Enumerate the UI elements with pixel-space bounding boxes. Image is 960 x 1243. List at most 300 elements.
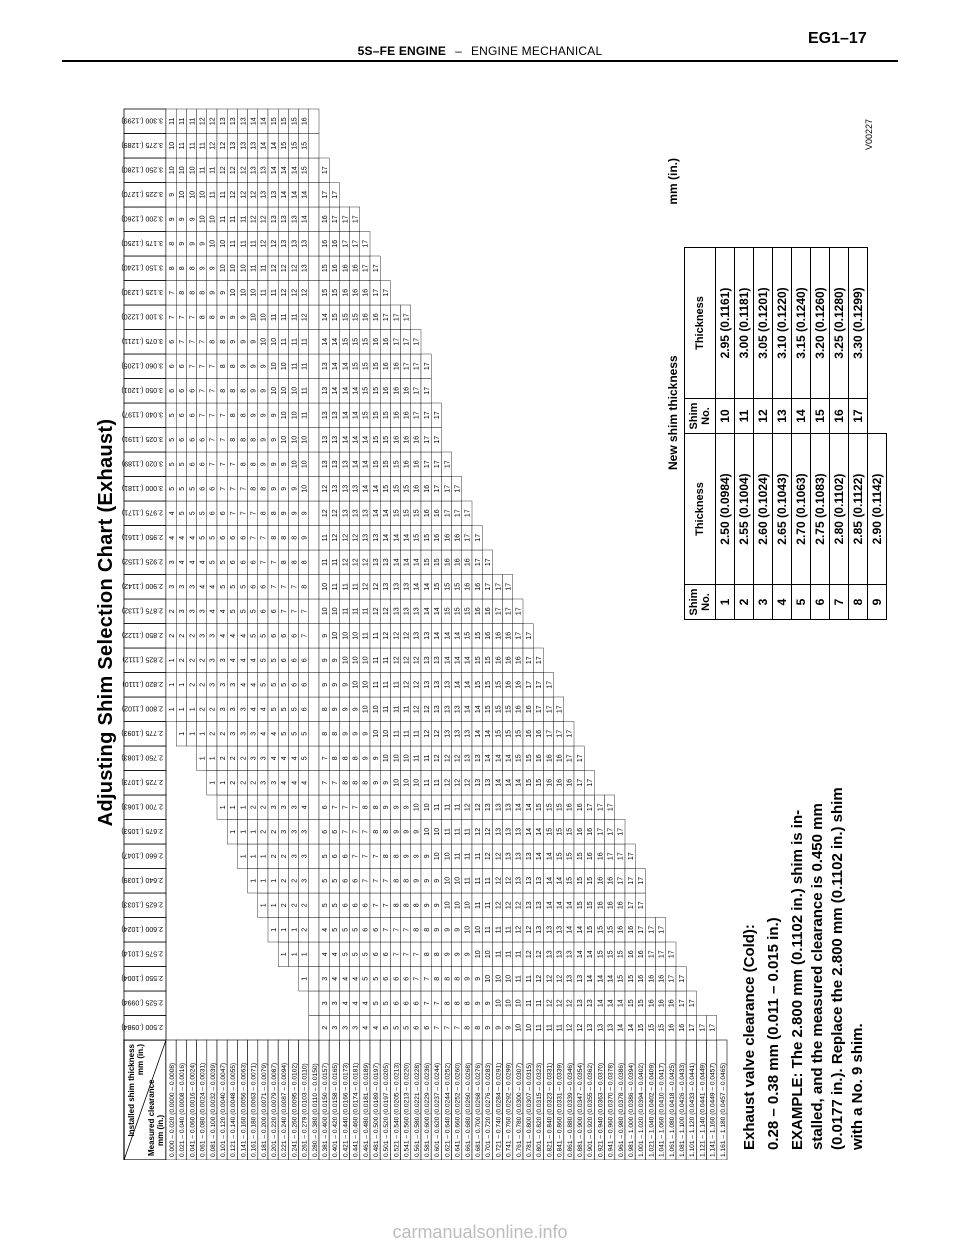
spec-row-cell [309, 1016, 319, 1041]
chart-cell-value: 13 [434, 656, 442, 665]
chart-cell-value: 11 [301, 387, 309, 395]
chart-cell-value: 5 [342, 952, 350, 957]
chart-cell-value: 12 [270, 264, 278, 273]
chart-cell-value: 13 [576, 974, 584, 983]
chart-cell-value: 17 [332, 215, 340, 224]
chart-cell-value: 8 [281, 535, 289, 540]
chart-cell-value: 1 [209, 780, 217, 785]
chart-cell-value: 10 [393, 778, 401, 787]
chart-cell-value: 5 [199, 535, 207, 540]
chart-cell-value: 8 [352, 756, 360, 761]
chart-cell-value: 14 [362, 460, 370, 469]
chart-cell-value: 7 [168, 315, 176, 320]
chart-cell-value: 6 [179, 364, 187, 369]
chart-cell-value: 17 [597, 803, 605, 812]
chart-cell-value: 8 [209, 315, 217, 320]
spec-row-cell [309, 403, 319, 428]
chart-cell-value: 11 [372, 632, 380, 640]
row-header-label: 1.141 – 1.160 (0.0449 – 0.0457) [709, 1062, 717, 1157]
chart-cell-value: 12 [444, 754, 452, 763]
chart-cell-value: 2 [168, 609, 176, 614]
chart-cell-value: 10 [281, 435, 289, 444]
chart-cell-value: 11 [505, 950, 513, 958]
chart-cell-value: 8 [230, 413, 238, 418]
chart-cell-value: 17 [658, 925, 666, 934]
chart-cell-value: 12 [240, 166, 248, 175]
chart-cell-value: 10 [444, 876, 452, 885]
chart-cell-value: 12 [250, 190, 258, 199]
chart-cell-value: 9 [168, 217, 176, 222]
chart-cell-value: 9 [219, 315, 227, 320]
chart-cell-value: 14 [566, 901, 574, 910]
chart-cell-value: 5 [199, 511, 207, 516]
chart-cell-value: 12 [362, 558, 370, 567]
chart-cell-value: 3 [230, 731, 238, 736]
chart-cell-value: 12 [546, 999, 554, 1008]
chart-cell-value: 8 [383, 854, 391, 859]
chart-cell-value: 4 [230, 658, 238, 663]
chart-cell-value: 1 [189, 731, 197, 736]
chart-cell-value: 7 [434, 1025, 442, 1030]
chart-cell-value: 13 [342, 509, 350, 518]
chart-cell-value: 11 [270, 289, 278, 297]
chart-cell-value: 1 [291, 952, 299, 957]
chart-cell-value: 15 [648, 1023, 656, 1032]
chart-cell-value: 15 [372, 435, 380, 444]
chart-cell-value: 5 [270, 707, 278, 712]
spec-row-cell [309, 256, 319, 281]
column-header-label: 3.100 (.1220) [121, 312, 163, 320]
chart-cell-value: 3 [301, 878, 309, 883]
chart-cell-value: 12 [383, 607, 391, 616]
chart-cell-value: 7 [209, 413, 217, 418]
chart-cell-value: 3 [199, 609, 207, 614]
chart-cell-value: 15 [597, 925, 605, 934]
chart-cell-value: 12 [413, 656, 421, 665]
chart-cell-value: 11 [372, 681, 380, 689]
chart-cell-value: 6 [270, 633, 278, 638]
chart-cell-value: 12 [372, 607, 380, 616]
chart-cell-value: 9 [291, 486, 299, 491]
shim-no-cell: 15 [811, 399, 830, 434]
chart-cell-value: 14 [536, 827, 544, 836]
chart-cell-value: 1 [168, 658, 176, 663]
chart-cell-value: 10 [219, 239, 227, 248]
chart-cell-value: 17 [617, 876, 625, 885]
chart-cell-value: 4 [199, 560, 207, 565]
chart-cell-value: 7 [454, 1025, 462, 1030]
chart-cell-value: 15 [434, 582, 442, 591]
chart-cell-value: 4 [321, 952, 329, 957]
column-header-label: 2.725 (.1073) [121, 777, 163, 785]
chart-cell-value: 9 [260, 388, 268, 393]
chart-cell-value: 3 [189, 609, 197, 614]
chart-cell-value: 16 [403, 411, 411, 420]
column-header-label: 2.925 (.1152) [121, 557, 163, 565]
chart-cell-value: 1 [168, 682, 176, 687]
chart-cell-value: 11 [383, 705, 391, 713]
chart-cell-value: 17 [393, 337, 401, 346]
new-shim-row [792, 248, 811, 620]
chart-cell-value: 12 [505, 901, 513, 910]
shim-no-cell: 11 [735, 399, 754, 434]
chart-cell-value: 3 [250, 756, 258, 761]
chart-cell-value: 7 [240, 511, 248, 516]
spec-row-cell [309, 722, 319, 747]
chart-cell-value: 10 [291, 411, 299, 420]
chart-cell-value: 4 [332, 976, 340, 981]
chart-cell-value: 17 [372, 288, 380, 297]
chart-cell-value: 15 [321, 264, 329, 273]
chart-cell-value: 17 [434, 484, 442, 493]
row-header-label: 0.261 – 0.279 (0.0103 – 0.0110) [301, 1063, 309, 1157]
column-header-label: 3.000 (.1181) [121, 483, 163, 491]
chart-cell-value: 17 [454, 484, 462, 493]
chart-cell-value: 13 [362, 509, 370, 518]
chart-cell-value: 4 [250, 707, 258, 712]
chart-cell-value: 17 [627, 876, 635, 885]
chart-cell-value: 12 [454, 778, 462, 787]
column-header-label: 2.600 (.1024) [121, 924, 163, 932]
chart-cell-value: 9 [209, 290, 217, 295]
chart-cell-value: 9 [352, 707, 360, 712]
chart-cell-value: 14 [342, 411, 350, 420]
chart-cell-value: 17 [393, 313, 401, 322]
chart-cell-value: 10 [332, 607, 340, 616]
chart-cell-value: 11 [546, 1024, 554, 1032]
chart-cell-value: 17 [587, 778, 595, 787]
chart-cell-value: 10 [474, 950, 482, 959]
chart-cell-value: 13 [301, 264, 309, 273]
chart-cell-value: 11 [342, 583, 350, 591]
chart-cell-value: 2 [209, 707, 217, 712]
chart-cell-value: 8 [209, 339, 217, 344]
chart-cell-value: 5 [332, 927, 340, 932]
row-header-label: 0.981 – 1.000 (0.0386 – 0.0394) [628, 1062, 635, 1157]
chart-cell-value: 6 [352, 903, 360, 908]
chart-cell-value: 8 [332, 756, 340, 761]
chart-cell-value: 17 [413, 411, 421, 420]
chart-cell-value: 6 [362, 927, 370, 932]
chart-cell-value: 4 [270, 731, 278, 736]
chart-cell-value: 7 [260, 535, 268, 540]
chart-cell-value: 3 [168, 560, 176, 565]
chart-cell-value: 14 [536, 852, 544, 861]
chart-cell-value: 17 [505, 607, 513, 616]
spec-row-cell [309, 942, 319, 967]
chart-cell-value: 3 [219, 707, 227, 712]
chart-cell-value: 10 [403, 754, 411, 763]
chart-cell-value: 2 [240, 756, 248, 761]
chart-cell-value: 10 [352, 631, 360, 640]
chart-cell-value: 6 [281, 633, 289, 638]
chart-cell-value: 15 [413, 533, 421, 542]
chart-cell-value: 16 [638, 950, 646, 959]
chart-cell-value: 16 [597, 901, 605, 910]
chart-cell-value: 2 [199, 682, 207, 687]
chart-cell-value: 12 [321, 509, 329, 518]
chart-cell-value: 10 [332, 631, 340, 640]
chart-cell-value: 2 [250, 805, 258, 810]
chart-cell-value: 10 [301, 435, 309, 444]
chart-cell-value: 17 [413, 386, 421, 395]
chart-cell-value: 13 [403, 582, 411, 591]
chart-cell-value: 2 [250, 780, 258, 785]
row-header-label: 0.401 – 0.420 (0.0158 – 0.0165) [332, 1062, 340, 1157]
chart-cell-value: 17 [485, 558, 493, 567]
chart-cell-value: 11 [209, 191, 217, 199]
chart-cell-value: 13 [423, 680, 431, 689]
chart-cell-value: 17 [689, 1023, 697, 1032]
chart-cell-value: 1 [230, 805, 238, 810]
chart-cell-value: 7 [332, 805, 340, 810]
row-header-label: 0.221 – 0.240 (0.0087 – 0.0094) [281, 1062, 289, 1157]
chart-cell-value: 14 [454, 680, 462, 689]
spec-row-cell [309, 305, 319, 330]
chart-cell-value: 14 [393, 558, 401, 567]
chart-cell-value: 16 [556, 754, 564, 763]
chart-cell-value: 11 [536, 1024, 544, 1032]
chart-cell-value: 8 [372, 829, 380, 834]
chart-cell-value: 12 [413, 705, 421, 714]
chart-cell-value: 17 [423, 460, 431, 469]
chart-cell-value: 16 [566, 778, 574, 787]
chart-cell-value: 9 [393, 805, 401, 810]
chart-cell-value: 8 [250, 486, 258, 491]
chart-cell-value: 17 [321, 190, 329, 199]
chart-cell-value: 8 [444, 1001, 452, 1006]
chart-cell-value: 7 [372, 854, 380, 859]
row-header-label: 0.181 – 0.200 (0.0071 – 0.0079) [260, 1062, 268, 1157]
chart-cell-value: 12 [566, 1023, 574, 1032]
chart-cell-value: 13 [240, 117, 248, 126]
chart-cell-value: 14 [403, 558, 411, 567]
chart-cell-value: 12 [423, 705, 431, 714]
chart-cell-value: 10 [495, 999, 503, 1008]
thickness-cell: 2.55 (0.1004) [735, 434, 754, 585]
column-header-label: 2.700 (.1063) [121, 802, 163, 810]
chart-cell-value: 15 [566, 827, 574, 836]
chart-cell-value: 10 [454, 876, 462, 885]
chart-cell-value: 15 [587, 901, 595, 910]
chart-cell-value: 14 [352, 386, 360, 395]
chart-cell-value: 13 [546, 925, 554, 934]
chart-cell-value: 15 [546, 827, 554, 836]
chart-cell-value: 10 [372, 705, 380, 714]
chart-cell-value: 17 [566, 729, 574, 738]
spec-row-cell [309, 697, 319, 722]
chart-cell-value: 9 [240, 339, 248, 344]
header-thickness-left: Thickness [685, 434, 716, 585]
chart-cell-value: 3 [332, 1001, 340, 1006]
chart-cell-value: 1 [168, 707, 176, 712]
chart-cell-value: 15 [393, 460, 401, 469]
chart-cell-value: 4 [240, 658, 248, 663]
chart-cell-value: 10 [291, 435, 299, 444]
spec-row-cell [309, 232, 319, 257]
chart-cell-value: 9 [383, 805, 391, 810]
chart-cell-value: 3 [209, 633, 217, 638]
chart-cell-value: 7 [372, 878, 380, 883]
chart-cell-value: 8 [403, 878, 411, 883]
chart-cell-value: 9 [393, 829, 401, 834]
chart-cell-value: 13 [260, 190, 268, 199]
chart-cell-value: 17 [403, 337, 411, 346]
chart-cell-value: 16 [678, 1023, 686, 1032]
chart-cell-value: 13 [372, 558, 380, 567]
chart-cell-value: 13 [403, 607, 411, 616]
chart-cell-value: 14 [291, 166, 299, 175]
chart-cell-value: 4 [209, 584, 217, 589]
chart-cell-value: 15 [393, 484, 401, 493]
chart-cell-value: 5 [393, 1025, 401, 1030]
chart-cell-value: 10 [281, 411, 289, 420]
row-header-label: 0.201 – 0.220 (0.0079 – 0.0087) [271, 1062, 278, 1157]
chart-cell-value: 3 [281, 805, 289, 810]
chart-cell-value: 11 [240, 240, 248, 248]
chart-cell-value: 12 [230, 190, 238, 199]
chart-cell-value: 4 [301, 780, 309, 785]
chart-cell-value: 3 [209, 658, 217, 663]
row-header-label: 0.501 – 0.520 (0.0197 – 0.0205) [383, 1062, 391, 1157]
chart-cell-value: 7 [413, 952, 421, 957]
chart-cell-value: 6 [179, 437, 187, 442]
chart-cell-value: 8 [321, 731, 329, 736]
chart-cell-value: 12 [403, 631, 411, 640]
chart-cell-value: 9 [485, 1001, 493, 1006]
chart-cell-value: 7 [250, 535, 258, 540]
chart-cell-value: 13 [240, 141, 248, 150]
chart-cell-value: 5 [270, 658, 278, 663]
chart-cell-value: 10 [525, 1023, 533, 1032]
chart-cell-value: 12 [219, 141, 227, 150]
chart-cell-value: 6 [321, 805, 329, 810]
chart-cell-value: 12 [270, 239, 278, 248]
column-header-label: 3.200 (.1260) [121, 214, 163, 222]
chart-cell-value: 13 [505, 827, 513, 836]
chart-cell-value: 16 [464, 582, 472, 591]
chart-cell-value: 15 [423, 533, 431, 542]
notes-block [740, 670, 872, 1150]
chart-cell-value: 5 [332, 903, 340, 908]
shim-no-cell: 5 [792, 585, 811, 620]
chart-cell-value: 15 [587, 876, 595, 885]
chart-cell-value: 9 [342, 682, 350, 687]
chart-cell-value: 9 [179, 241, 187, 246]
chart-cell-value: 4 [291, 780, 299, 785]
chart-cell-value: 11 [230, 215, 238, 223]
chart-cell-value: 16 [658, 974, 666, 983]
chart-cell-value: 10 [230, 288, 238, 297]
chart-cell-value: 9 [362, 731, 370, 736]
chart-cell-value: 12 [291, 264, 299, 273]
chart-cell-value: 12 [505, 876, 513, 885]
chart-cell-value: 5 [219, 560, 227, 565]
chart-cell-value: 9 [332, 707, 340, 712]
chart-cell-value: 15 [627, 999, 635, 1008]
chart-cell-value: 13 [515, 827, 523, 836]
chart-cell-value: 9 [281, 511, 289, 516]
chart-cell-value: 9 [250, 388, 258, 393]
chart-cell-value: 7 [301, 609, 309, 614]
chart-cell-value: 3 [209, 682, 217, 687]
row-header-label: 0.741 – 0.760 (0.0292 – 0.0299) [505, 1062, 513, 1157]
chart-cell-value: 14 [250, 117, 258, 126]
chart-cell-value: 1 [301, 976, 309, 981]
chart-cell-value: 11 [434, 779, 442, 787]
chart-cell-value: 4 [240, 682, 248, 687]
chart-cell-value: 6 [189, 388, 197, 393]
shim-no-cell: 2 [735, 585, 754, 620]
chart-cell-value: 8 [230, 388, 238, 393]
chart-cell-value: 11 [525, 975, 533, 983]
chart-cell-value: 8 [301, 560, 309, 565]
chart-cell-value: 7 [321, 756, 329, 761]
chart-cell-value: 16 [668, 999, 676, 1008]
chart-cell-value: 15 [515, 754, 523, 763]
chart-cell-value: 6 [413, 1001, 421, 1006]
chart-cell-value: 10 [250, 288, 258, 297]
chart-cell-value: 13 [362, 533, 370, 542]
chart-cell-value: 9 [342, 731, 350, 736]
chart-cell-value: 13 [515, 876, 523, 885]
chart-cell-value: 2 [230, 756, 238, 761]
chart-cell-value: 15 [454, 607, 462, 616]
chart-cell-value: 15 [474, 680, 482, 689]
chart-cell-value: 6 [168, 364, 176, 369]
new-shim-unit: mm (in.) [666, 158, 680, 205]
thickness-cell: 2.90 (0.1142) [868, 434, 887, 585]
chart-cell-value: 9 [434, 927, 442, 932]
column-header-label: 2.850 (.1122) [121, 630, 163, 638]
thickness-cell: 2.70 (0.1063) [792, 434, 811, 585]
chart-cell-value: 9 [464, 952, 472, 957]
chart-cell-value: 10 [413, 778, 421, 787]
chart-cell-value: 8 [291, 560, 299, 565]
chart-cell-value: 9 [230, 339, 238, 344]
chart-cell-value: 17 [342, 239, 350, 248]
chart-cell-value: 13 [332, 460, 340, 469]
chart-cell-value: 15 [525, 754, 533, 763]
chart-cell-value: 13 [250, 141, 258, 150]
chart-cell-value: 13 [352, 509, 360, 518]
chart-cell-value: 12 [321, 484, 329, 493]
row-header-label: 0.101 – 0.120 (0.0040 – 0.0047) [220, 1062, 227, 1157]
chart-cell-value: 1 [260, 903, 268, 908]
chart-cell-value: 17 [403, 362, 411, 371]
chart-cell-value: 13 [454, 729, 462, 738]
chart-cell-value: 7 [230, 511, 238, 516]
chart-cell-value: 1 [199, 731, 207, 736]
thickness-cell: 2.65 (0.1043) [773, 434, 792, 585]
row-header-label: 0.701 – 0.720 (0.0276 – 0.0283) [485, 1062, 493, 1157]
chart-cell-value: 4 [362, 1025, 370, 1030]
chart-cell-value: 15 [332, 313, 340, 322]
chart-cell-value: 11 [515, 950, 523, 958]
chart-cell-value: 7 [383, 903, 391, 908]
chart-cell-value: 12 [230, 166, 238, 175]
chart-cell-value: 8 [168, 241, 176, 246]
new-shim-row [716, 248, 735, 620]
chart-cell-value: 6 [342, 903, 350, 908]
chart-cell-value: 3 [240, 731, 248, 736]
chart-cell-value: 13 [474, 754, 482, 763]
chart-cell-value: 16 [413, 484, 421, 493]
chart-cell-value: 7 [281, 609, 289, 614]
shim-no-cell: 3 [754, 585, 773, 620]
row-header-label: 0.061 – 0.080 (0.0024 – 0.0031) [199, 1062, 207, 1157]
chart-cell-value: 13 [321, 411, 329, 420]
